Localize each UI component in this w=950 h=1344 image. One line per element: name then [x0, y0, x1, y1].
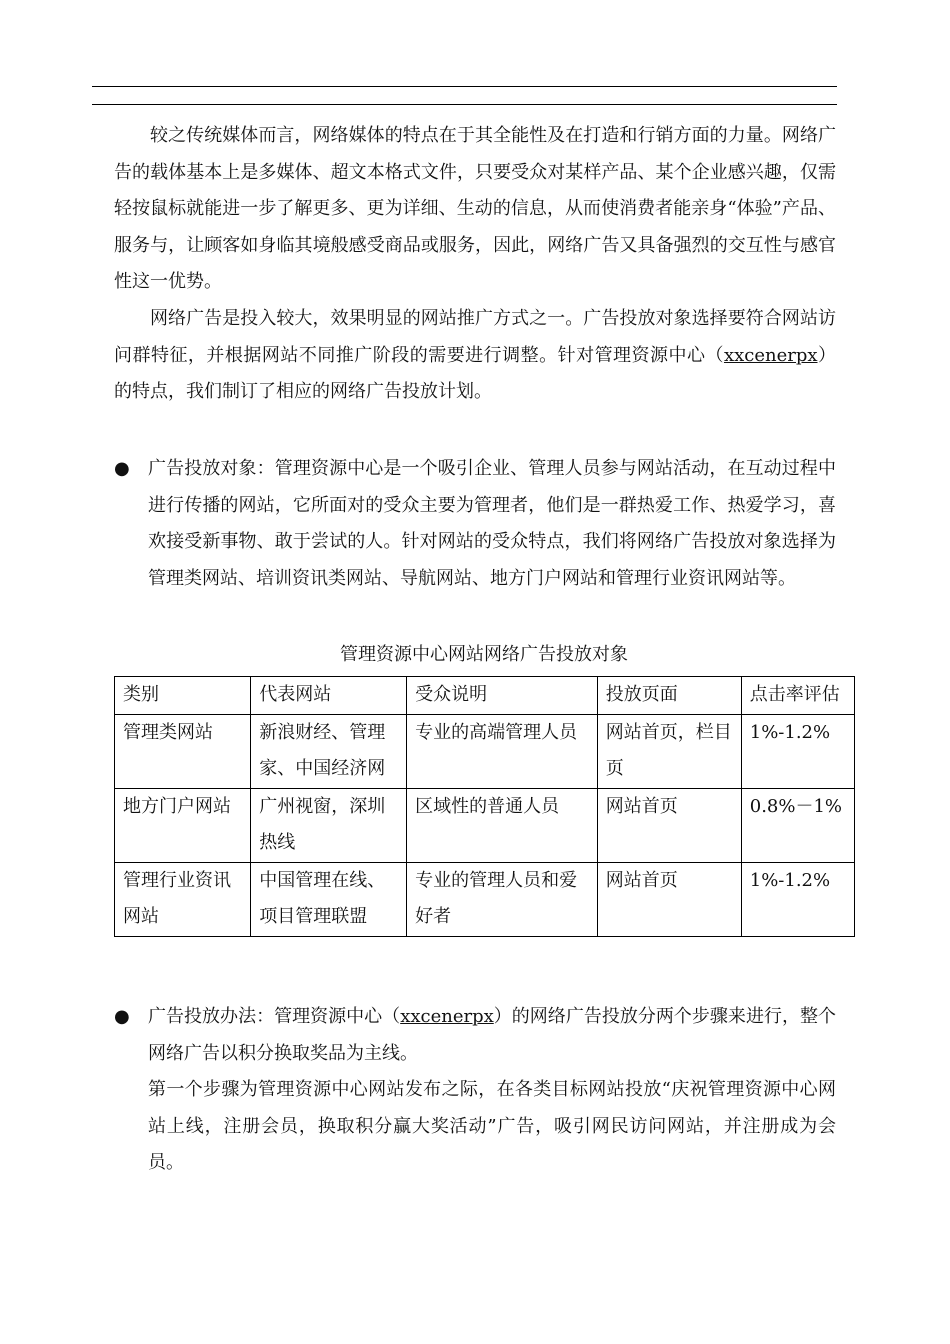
table-row: [115, 714, 855, 788]
ad-method-text: 广告投放办法：管理资源中心（: [148, 1006, 401, 1027]
intro-paragraph-1: 较之传统媒体而言，网络媒体的特点在于其全能性及在打造和行销方面的力量。网络广告的载体基本上是多媒体、超文本格式文件，只要受众对某样产品、某个企业感兴趣，仅需轻按鼠标就能进一步了解更多、更为详细、生动的信息，从而使消费者能亲身“体验”产品、服务与，让顾客如身临其境般感受商品或服务，因此，网络广告又具备强烈的交互性与感官性这一优势。: [114, 125, 836, 292]
bullet-ad-targets: 广告投放对象：管理资源中心是一个吸引企业、管理人员参与网站活动，在互动过程中进行传播的网站，它所面对的受众主要为管理者，他们是一群热爱工作、热爱学习，喜欢接受新事物、敢于尝试的人。针对网站的受众特点，我们将网络广告投放对象选择为管理类网站、培训资讯类网站、导航网站、地方门户网站和管理行业资讯网站等。: [148, 458, 836, 589]
bullet-icon: ●: [114, 458, 130, 479]
table-row: [115, 862, 855, 936]
intro-paragraph-2: [114, 301, 836, 411]
header-cell: 受众说明: [407, 677, 598, 715]
table-cell: 网站首页: [597, 862, 741, 936]
ad-targets-table: [114, 676, 855, 937]
header-cell: 类别: [115, 677, 251, 715]
table-cell: 网站首页: [597, 788, 741, 862]
table-cell: 广州视窗，深圳热线: [251, 788, 407, 862]
table-cell: 中国管理在线、项目管理联盟: [251, 862, 407, 936]
table-cell: 网站首页，栏目页: [597, 714, 741, 788]
table-header-row: [115, 677, 855, 715]
header-rule-top: [92, 86, 837, 87]
table-cell: 1%-1.2%: [741, 862, 854, 936]
step-one-paragraph: 第一个步骤为管理资源中心网站发布之际，在各类目标网站投放“庆祝管理资源中心网站上线，注册会员，换取积分赢大奖活动”广告，吸引网民访问网站，并注册成为会员。: [148, 1079, 836, 1173]
table-cell: 新浪财经、管理家、中国经济网: [251, 714, 407, 788]
header-cell: 投放页面: [597, 677, 741, 715]
header-rule-bottom: [92, 104, 837, 105]
table-cell: 区域性的普通人员: [407, 788, 598, 862]
table-cell: 管理行业资讯网站: [115, 862, 251, 936]
intro-p2-text: 网络广告是投入较大，效果明显的网站推广方式之一。广告投放对象选择要符合网站访问群特征，并根据网站不同推广阶段的需要进行调整。针对管理资源中心（: [114, 308, 836, 366]
table-caption: 管理资源中心网站网络广告投放对象: [340, 644, 628, 665]
table-cell: 0.8%－1%: [741, 788, 854, 862]
table-cell: 管理类网站: [115, 714, 251, 788]
header-cell: 代表网站: [251, 677, 407, 715]
table-cell: 1%-1.2%: [741, 714, 854, 788]
table-cell: 专业的高端管理人员: [407, 714, 598, 788]
site-link[interactable]: xxcenerpx: [400, 1006, 494, 1027]
table-row: [115, 788, 855, 862]
ad-method-tail: ）的网络广告投放分两个步骤来进行，整个网络广告以积分换取奖品为主线。: [148, 1006, 837, 1064]
bullet-icon: ●: [114, 1006, 130, 1027]
table-cell: 专业的管理人员和爱好者: [407, 862, 598, 936]
bullet-ad-method: [148, 999, 836, 1072]
header-cell: 点击率评估: [741, 677, 854, 715]
intro-p2-tail: ）的特点，我们制订了相应的网络广告投放计划。: [114, 344, 836, 402]
table-cell: 地方门户网站: [115, 788, 251, 862]
site-link[interactable]: xxcenerpx: [723, 344, 818, 366]
